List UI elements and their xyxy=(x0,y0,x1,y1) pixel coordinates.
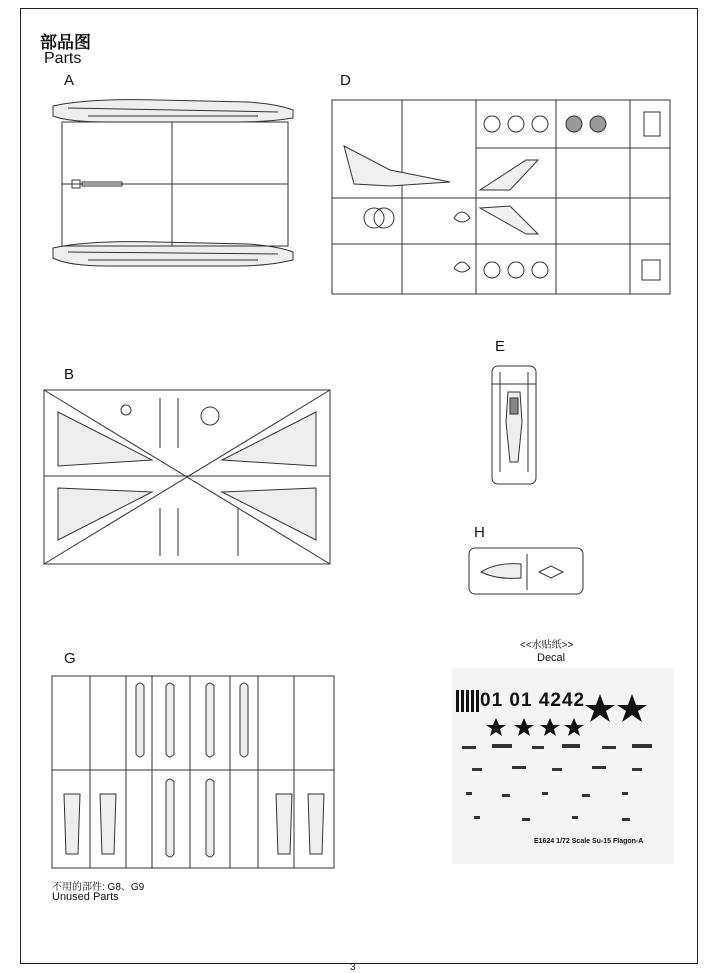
sprue-g-label: G xyxy=(64,650,76,667)
decal-numbers xyxy=(480,690,585,712)
unused-parts-cn: 不用的部件: G8、G9 xyxy=(52,882,145,893)
sprue-g xyxy=(50,674,336,870)
page-number: 3 xyxy=(350,962,356,973)
unused-parts-en: Unused Parts xyxy=(52,891,119,903)
sprue-e xyxy=(490,362,538,488)
sprue-h xyxy=(467,546,585,596)
sprue-a-label: A xyxy=(64,72,75,89)
decal-number: 01 xyxy=(509,690,533,711)
sprue-e-label: E xyxy=(495,338,506,355)
decal-number: 42 xyxy=(538,690,562,711)
decal-title-cn: <<水贴纸>> xyxy=(520,640,574,651)
decal-caption: E1624 1/72 Scale Su-15 Flagon-A xyxy=(534,838,644,845)
decal-sheet xyxy=(452,668,674,864)
sprue-d xyxy=(330,98,672,296)
sprue-d-label: D xyxy=(340,72,351,89)
sprue-h-label: H xyxy=(474,524,485,541)
decal-number: 01 xyxy=(480,690,504,711)
sprue-b xyxy=(42,388,332,566)
sprue-a xyxy=(48,92,298,272)
parts-title-en: Parts xyxy=(44,50,82,67)
decal-number: 42 xyxy=(561,690,586,711)
decal-title-en: Decal xyxy=(537,652,566,664)
sprue-b-label: B xyxy=(64,366,75,383)
parts-title-cn: 部品图 xyxy=(40,33,91,52)
